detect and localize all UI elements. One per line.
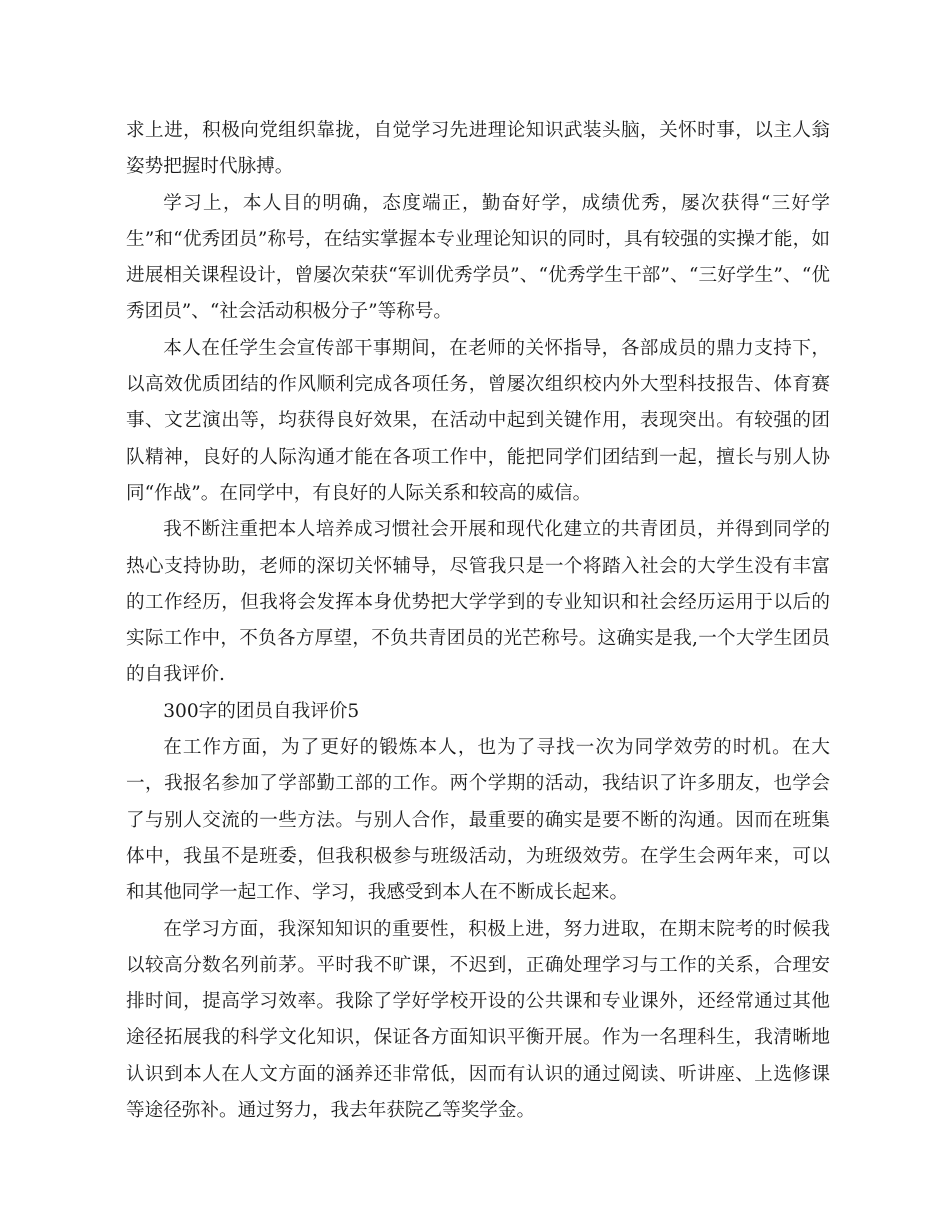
paragraph-3: 本人在任学生会宣传部干事期间，在老师的关怀指导，各部成员的鼎力支持下，以高效优质团结的作风顺利完成各项任务，曾屡次组织校内外大型科技报告、体育赛事、文艺演出等，均获得良好效果，在活动中起到关键作用，表现突出。有较强的团队精神，良好的人际沟通才能在各项工作中，能把同学们团结到一起，擅长与别人协同“作战”。在同学中，有良好的人际关系和较高的威信。 <box>126 337 830 504</box>
paragraph-1: 求上进，积极向党组织靠拢，自觉学习先进理论知识武装头脑，关怀时事，以主人翁姿势把握时代脉搏。 <box>126 120 830 178</box>
paragraph-6: 在学习方面，我深知知识的重要性，积极上进，努力进取，在期末院考的时候我以较高分数名列前茅。平时我不旷课，不迟到，正确处理学习与工作的关系，合理安排时间，提高学习效率。我除了学好学校开设的公共课和专业课外，还经常通过其他途径拓展我的科学文化知识，保证各方面知识平衡开展。作为一名理科生，我清晰地认识到本人在人文方面的涵养还非常低，因而有认识的通过阅读、听讲座、上选修课等途径弥补。通过努力，我去年获院乙等奖学金。 <box>126 918 830 1122</box>
paragraph-4: 我不断注重把本人培养成习惯社会开展和现代化建立的共青团员，并得到同学的热心支持协助，老师的深切关怀辅导，尽管我只是一个将踏入社会的大学生没有丰富的工作经历，但我将会发挥本身优势把大学学到的专业知识和社会经历运用于以后的实际工作中，不负各方厚望，不负共青团员的光芒称号。这确实是我,一个大学生团员的自我评价. <box>126 519 830 686</box>
section-heading: 300字的团员自我评价5 <box>163 700 360 722</box>
paragraph-2: 学习上，本人目的明确，态度端正，勤奋好学，成绩优秀，屡次获得“三好学生”和“优秀团员”称号，在结实掌握本专业理论知识的同时，具有较强的实操才能，如进展相关课程设计，曾屡次荣获“军训优秀学员”、“优秀学生干部”、“三好学生”、“优秀团员”、“社会活动积极分子”等称号。 <box>126 192 830 323</box>
paragraph-5: 在工作方面，为了更好的锻炼本人，也为了寻找一次为同学效劳的时机。在大一，我报名参加了学部勤工部的工作。两个学期的活动，我结识了许多朋友，也学会了与别人交流的一些方法。与别人合作，最重要的确实是要不断的沟通。因而在班集体中，我虽不是班委，但我积极参与班级活动，为班级效劳。在学生会两年来，可以和其他同学一起工作、学习，我感受到本人在不断成长起来。 <box>126 737 830 904</box>
